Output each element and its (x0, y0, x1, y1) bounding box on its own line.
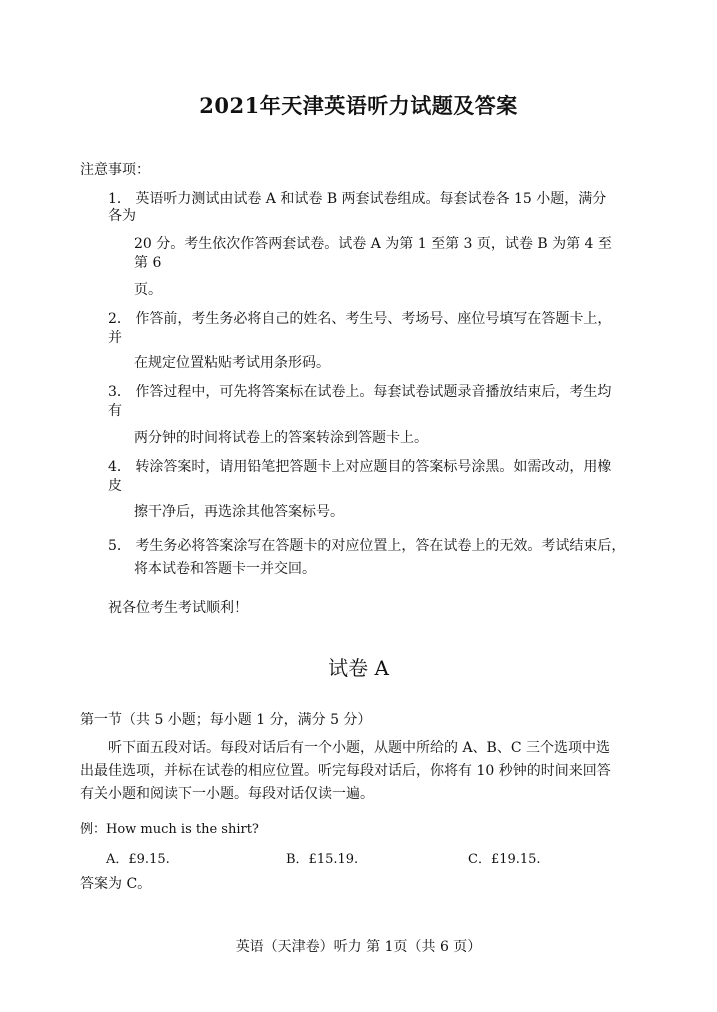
example-option-a: A．£9.15. (106, 852, 170, 867)
notice-item-3-line-1: 3． 作答过程中，可先将答案标在试卷上。每套试卷试题录音播放结束后，考生均 (108, 384, 612, 400)
page-title: 2021年天津英语听力试题及答案 (199, 93, 518, 118)
notice-item-2-line-3: 在规定位置粘贴考试用条形码。 (134, 355, 330, 371)
example-option-c: C．£19.15. (468, 852, 541, 867)
example-option-b: B．£15.19. (286, 852, 359, 867)
notice-item-1-line-4: 第 6 (134, 255, 162, 271)
section-title: 试卷 A (328, 656, 389, 680)
notice-wish: 祝各位考生考试顺利！ (108, 600, 248, 616)
page-footer: 英语（天津卷）听力 第 1页（共 6 页） (235, 939, 482, 955)
notice-item-2-line-2: 并 (108, 330, 122, 346)
notice-item-2-line-1: 2． 作答前，考生务必将自己的姓名、考生号、考场号、座位号填写在答题卡上， (108, 311, 612, 327)
notice-item-5-line-2: 将本试卷和答题卡一并交回。 (134, 561, 316, 577)
notice-item-5-line-1: 5． 考生务必将答案涂写在答题卡的对应位置上，答在试卷上的无效。考试结束后， (108, 538, 626, 554)
instruction-line-1: 听下面五段对话。每段对话后有一个小题，从题中所给的 A、B、C 三个选项中选 (108, 740, 611, 756)
notice-item-1-line-2: 各为 (108, 208, 136, 224)
notice-item-1-line-3: 20 分。考生依次作答两套试卷。试卷 A 为第 1 至第 3 页，试卷 B 为第 4 至 (134, 236, 612, 252)
instruction-line-3: 有关小题和阅读下一小题。每段对话仅读一遍。 (80, 786, 374, 802)
notice-item-3-line-2: 有 (108, 403, 122, 419)
notice-heading: 注意事项： (80, 162, 150, 178)
notice-item-3-line-3: 两分钟的时间将试卷上的答案转涂到答题卡上。 (134, 430, 428, 446)
example-answer: 答案为 C。 (80, 876, 152, 892)
notice-item-1-line-5: 页。 (134, 282, 162, 298)
notice-item-4-line-3: 擦干净后，再选涂其他答案标号。 (134, 504, 344, 520)
example-question: 例：How much is the shirt? (80, 822, 259, 837)
notice-item-1-line-1: 1． 英语听力测试由试卷 A 和试卷 B 两套试卷组成。每套试卷各 15 小题，满分 (108, 191, 607, 207)
notice-item-4-line-1: 4． 转涂答案时，请用铅笔把答题卡上对应题目的答案标号涂黑。如需改动，用橡 (108, 459, 612, 475)
part-heading: 第一节（共 5 小题；每小题 1 分，满分 5 分） (80, 712, 372, 728)
instruction-line-2: 出最佳选项，并标在试卷的相应位置。听完每段对话后，你将有 10 秒钟的时间来回答 (80, 763, 611, 779)
notice-item-4-line-2: 皮 (108, 478, 122, 494)
